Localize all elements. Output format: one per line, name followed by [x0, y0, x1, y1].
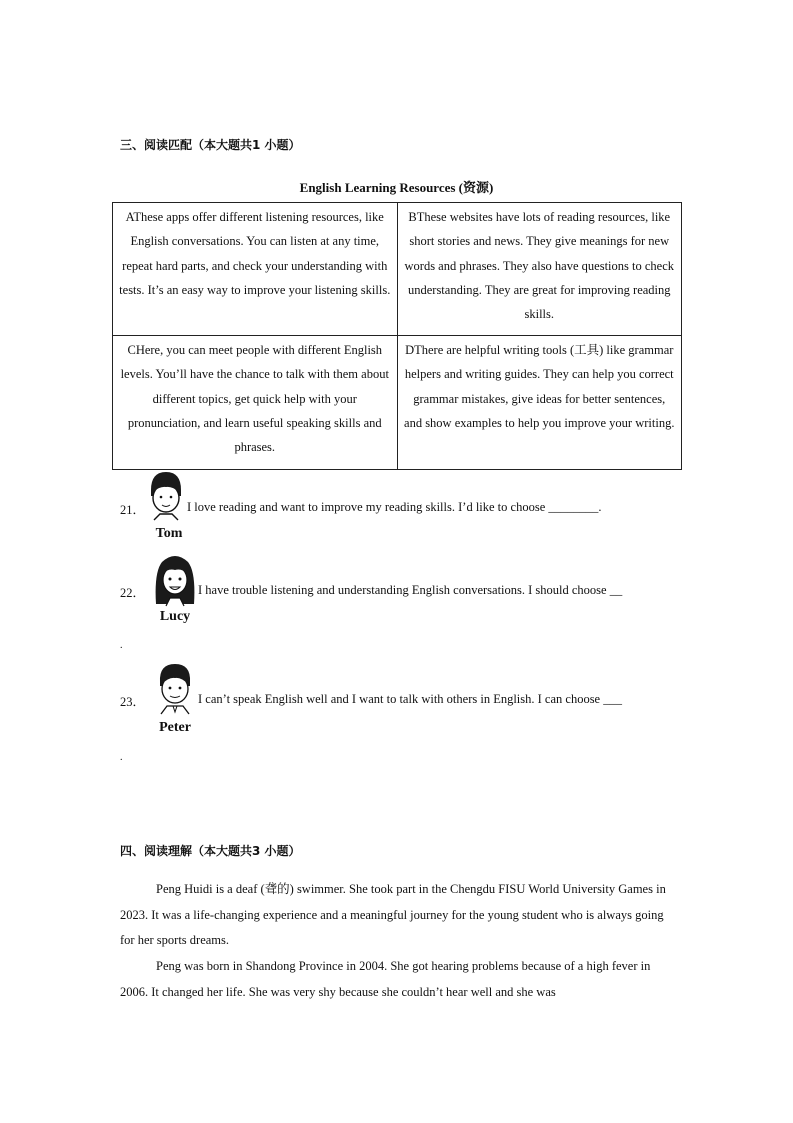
resource-cell-d	[397, 336, 682, 470]
question-22-tail: .	[120, 640, 123, 651]
resource-letter: D	[405, 343, 415, 357]
question-22-text: I have trouble listening and understanding English conversations. I should choose __	[198, 583, 623, 597]
question-22-name: Lucy	[159, 609, 191, 624]
section-4-title: 四、阅读理解（本大题共3 小题）	[120, 844, 301, 858]
resource-text: These apps offer different listening resources, like English conversations. You can listen at any time, repeat hard parts, and check your understanding with tests. It’s an easy way to improve your listening skills.	[119, 210, 391, 297]
lucy-avatar-icon	[152, 552, 198, 608]
question-21-text: I love reading and want to improve my reading skills. I’d like to choose ________.	[187, 500, 602, 514]
question-23-number: 23．	[120, 695, 146, 709]
question-21-number: 21．	[120, 503, 146, 517]
resource-cell-a	[113, 203, 398, 336]
peter-avatar-icon	[153, 660, 197, 716]
resource-text: There are helpful writing tools (工具) like grammar helpers and writing guides. They can help you correct grammar mistakes, give ideas for better sentences, and show examples to help you improve your writing.	[404, 343, 675, 430]
resources-title: English Learning Resources (资源)	[299, 180, 494, 195]
resource-letter: A	[125, 210, 134, 224]
resource-text: These websites have lots of reading resources, like short stories and news. They give meanings for new words and phrases. They also have questions to check understanding. They are great for improving reading skills.	[404, 210, 674, 322]
question-21-name: Tom	[155, 526, 183, 541]
question-23-text: I can’t speak English well and I want to talk with others in English. I can choose ___	[198, 692, 622, 706]
question-23-name: Peter	[159, 720, 191, 735]
passage	[120, 877, 680, 1006]
resource-letter: B	[408, 210, 417, 224]
question-23-tail: .	[120, 752, 123, 763]
tom-avatar-icon	[146, 470, 186, 522]
resource-cell-b	[397, 203, 682, 336]
passage-paragraph-2: Peng was born in Shandong Province in 2004. She got hearing problems because of a high fever in 2006. It changed her life. She was very shy because she couldn’t hear well and she was	[120, 959, 651, 999]
question-22-number: 22．	[120, 586, 146, 600]
resource-letter: C	[127, 343, 136, 357]
resource-text: Here, you can meet people with different English levels. You’ll have the chance to talk with them about different topics, get quick help with your pronunciation, and learn useful speaking skills and phrases.	[120, 343, 389, 455]
resources-table	[112, 202, 682, 470]
passage-paragraph-1: Peng Huidi is a deaf (聋的) swimmer. She took part in the Chengdu FISU World University Games in 2023. It was a life-changing experience and a meaningful journey for the young student who is always going for her sports dreams.	[120, 882, 666, 948]
resource-cell-c	[113, 336, 398, 470]
section-3-title: 三、阅读匹配（本大题共1 小题）	[120, 138, 301, 152]
